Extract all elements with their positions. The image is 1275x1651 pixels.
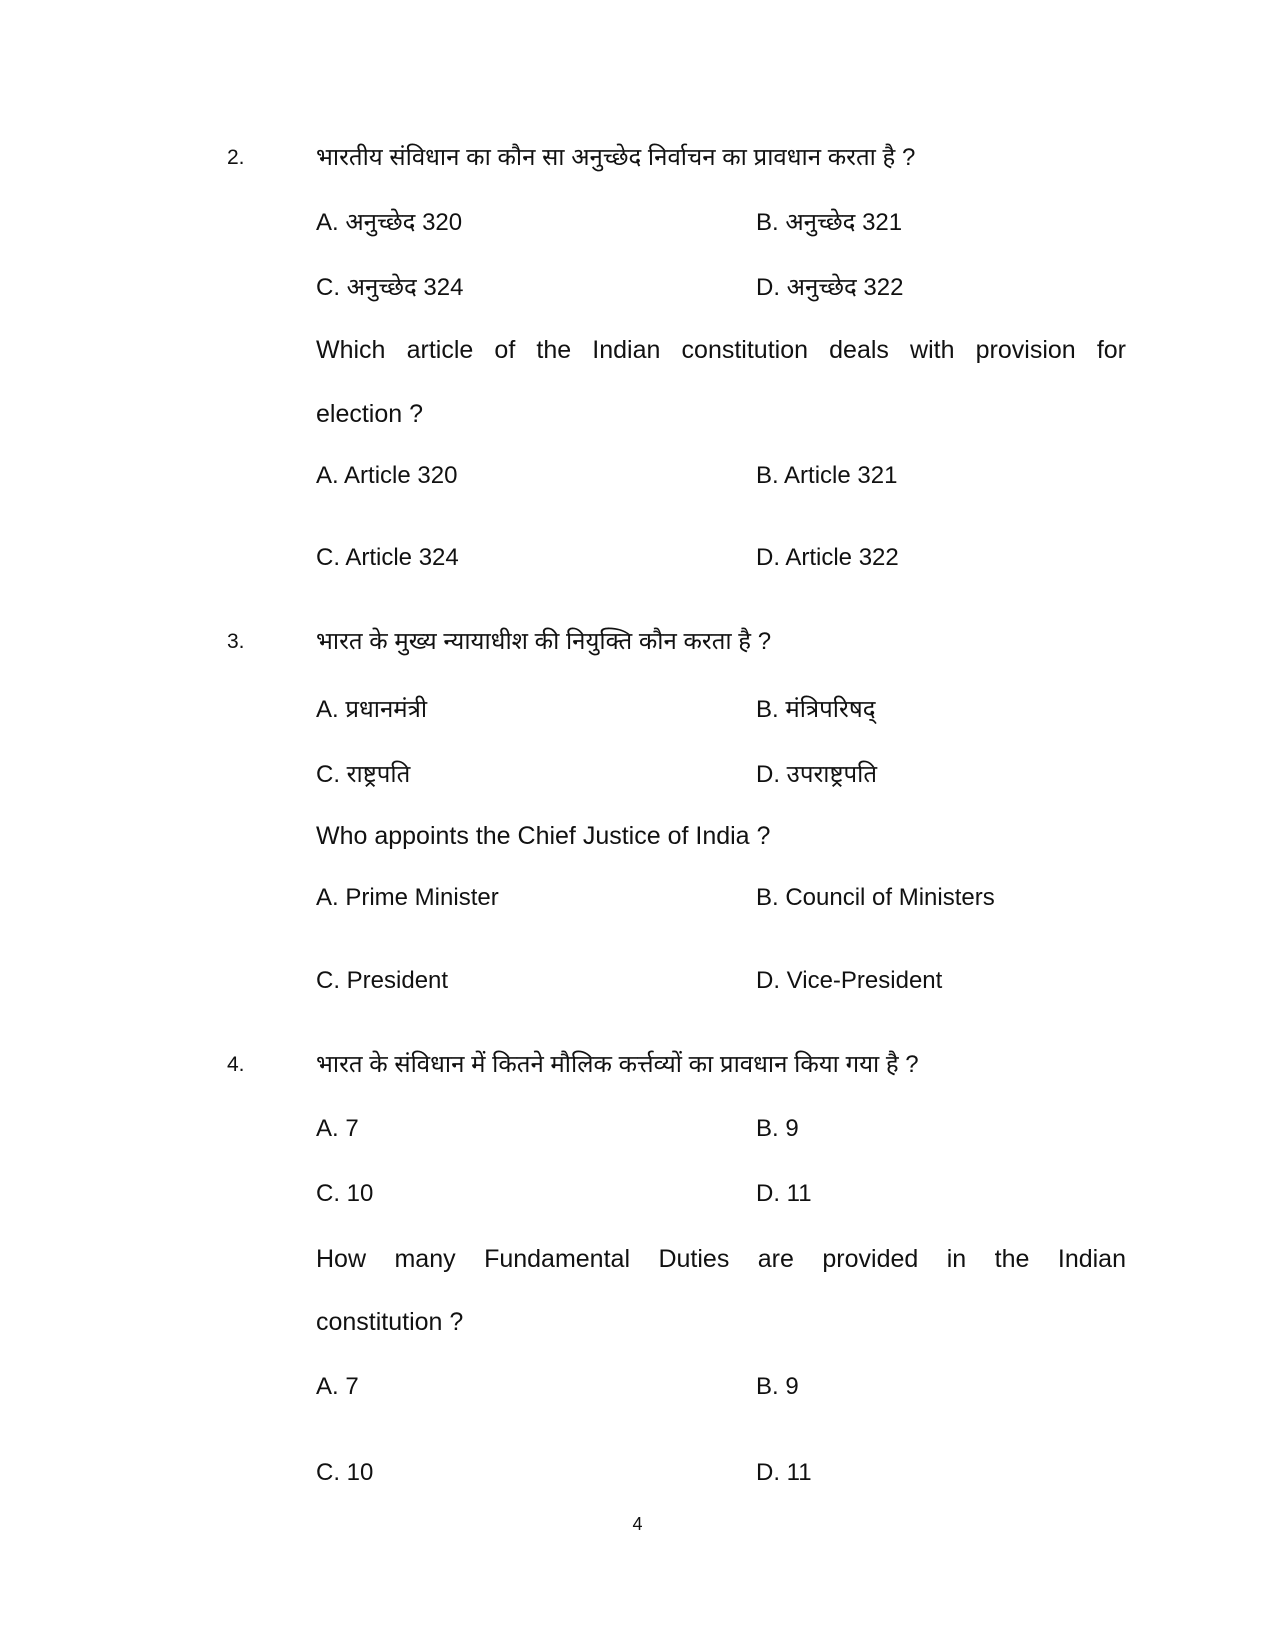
question-number: 3. — [227, 630, 245, 653]
option-d-hindi: D. अनुच्छेद 322 — [756, 274, 904, 301]
question-english-continued: election ? — [316, 400, 424, 428]
question-hindi: भारतीय संविधान का कौन सा अनुच्छेद निर्वाचन का प्रावधान करता है ? — [316, 144, 916, 171]
question-number: 4. — [227, 1053, 245, 1076]
option-b-english: B. Article 321 — [756, 462, 898, 489]
option-a-english: A. Article 320 — [316, 462, 458, 489]
question-english-continued: constitution ? — [316, 1308, 464, 1336]
option-c-english: C. President — [316, 967, 449, 994]
option-d-hindi: D. 11 — [756, 1180, 812, 1207]
option-b-hindi: B. 9 — [756, 1115, 799, 1142]
option-b-hindi: B. अनुच्छेद 321 — [756, 209, 903, 236]
option-c-hindi: C. 10 — [316, 1180, 374, 1207]
option-c-hindi: C. राष्ट्रपति — [316, 761, 411, 788]
question-english: Which article of the Indian constitution deals with provision for — [316, 336, 1126, 364]
page-number: 4 — [632, 1514, 643, 1534]
option-b-english: B. 9 — [756, 1373, 799, 1400]
option-a-english: A. Prime Minister — [316, 884, 499, 911]
option-b-hindi: B. मंत्रिपरिषद् — [756, 696, 876, 723]
option-c-hindi: C. अनुच्छेद 324 — [316, 274, 464, 301]
option-c-english: C. Article 324 — [316, 544, 459, 571]
question-hindi: भारत के संविधान में कितने मौलिक कर्त्तव्यों का प्रावधान किया गया है ? — [316, 1051, 919, 1078]
option-d-english: D. Vice-President — [756, 967, 943, 994]
option-c-english: C. 10 — [316, 1459, 374, 1486]
option-a-english: A. 7 — [316, 1373, 359, 1400]
option-b-english: B. Council of Ministers — [756, 884, 995, 911]
question-hindi: भारत के मुख्य न्यायाधीश की नियुक्ति कौन करता है ? — [316, 628, 772, 655]
question-number: 2. — [227, 146, 245, 169]
question-english: How many Fundamental Duties are provided in the Indian — [316, 1245, 1126, 1273]
option-a-hindi: A. प्रधानमंत्री — [316, 696, 428, 723]
option-d-english: D. Article 322 — [756, 544, 899, 571]
option-a-hindi: A. अनुच्छेद 320 — [316, 209, 463, 236]
option-d-english: D. 11 — [756, 1459, 812, 1486]
question-english: Who appoints the Chief Justice of India ? — [316, 822, 771, 850]
option-a-hindi: A. 7 — [316, 1115, 359, 1142]
option-d-hindi: D. उपराष्ट्रपति — [756, 761, 878, 788]
